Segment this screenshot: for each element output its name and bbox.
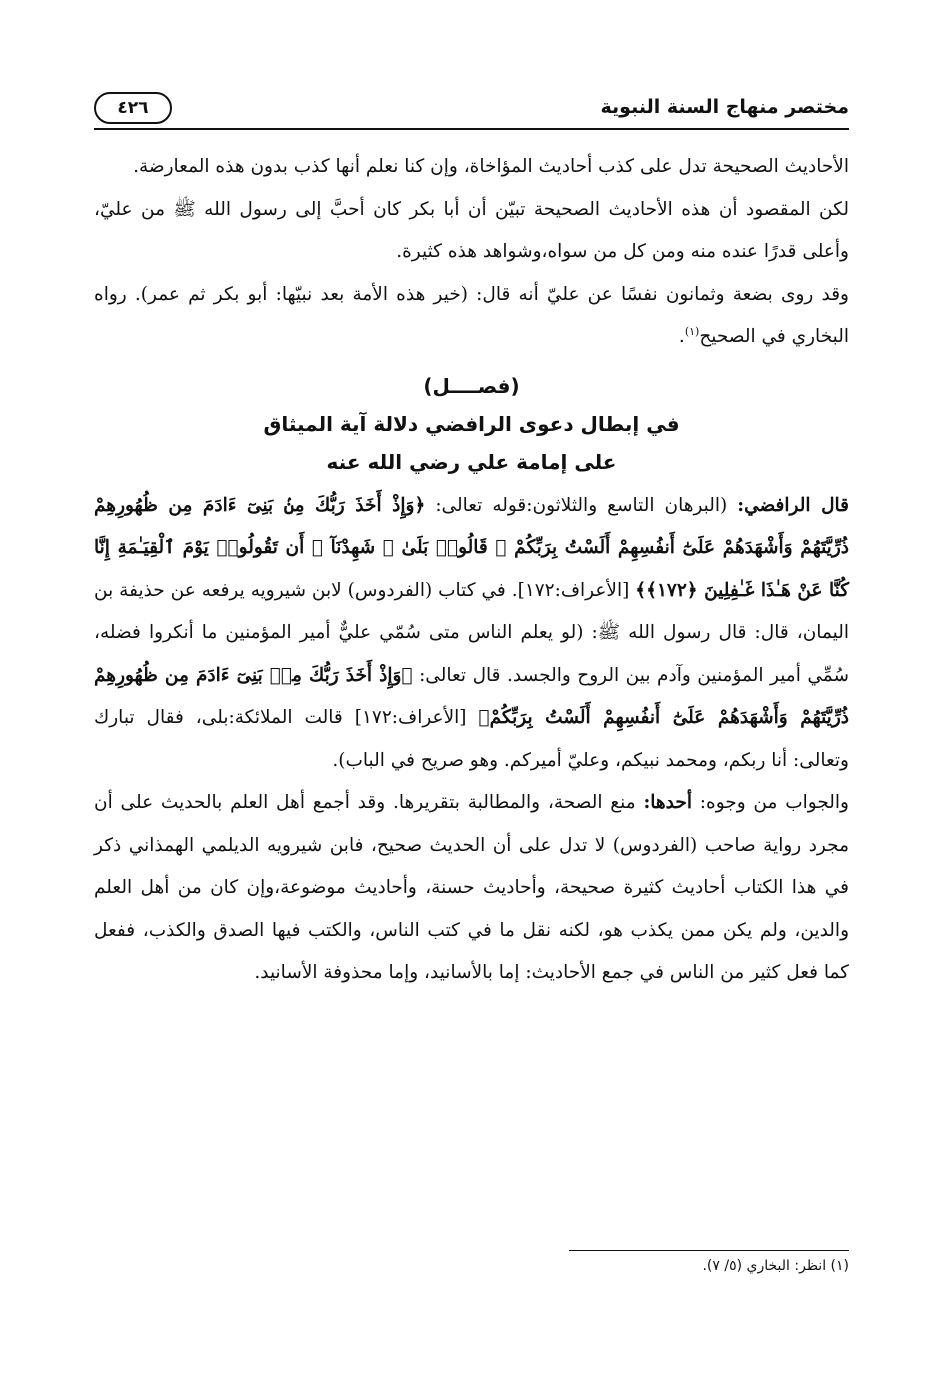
section-heading-title: (فصــــل) <box>423 373 520 398</box>
verse-2-reference: [الأعراف:١٧٢] <box>342 707 479 728</box>
paragraph-2: لكن المقصود أن هذه الأحاديث الصحيحة تبيّن أن أبا بكر كان أحبَّ إلى رسول الله ﷺ من عليّ، وأعلى قدرًا عنده منه ومن كل من سواه،وشواهد هذه كثيرة. <box>94 198 849 262</box>
section-heading <box>94 367 849 481</box>
answer-text: منع الصحة، والمطالبة بتقريرها. وقد أجمع أهل العلم بالحديث على أن مجرد رواية صاحب (الفردوس) لا تدل على أن الحديث صحيح، فابن شيرويه الديلمي الهمذاني ذكر في هذا الكتاب أحاديث كثيرة صحيحة، وأحاديث حسنة، وأحاديث موضوعة،وإن كان من أهل العلم والدين، ولم يكن ممن يكذب هو، لكنه نقل ما في كتب الناس، والكتب فيها الصدق والكذب، ففعل كما فعل كثير من الناس في جمع الأحاديث: إما بالأسانيد، وإما محذوفة الأسانيد. <box>94 792 849 983</box>
paragraph-3 <box>94 274 849 359</box>
rafidi-text-2: في كتاب (الفردوس) لابن شيرويه يرفعه عن حذيفة بن اليمان، قال: قال رسول الله ﷺ: (لو يعلم الناس متى سُمّي عليٌّ أمير المؤمنين ما أنكروا فضله، سُمِّي أمير المؤمنين وآدم بين الروح والجسد. قال تعالى: <box>94 579 849 686</box>
paragraph-3-end: . <box>678 326 685 347</box>
rafidi-text-3: قالت الملائكة:بلى، فقال تبارك وتعالى: أنا ربكم، ومحمد نبيكم، وعليّ أميركم. وهو صريح في الباب). <box>94 707 849 771</box>
answer-paragraph <box>94 782 849 995</box>
page-number: ٤٢٦ <box>94 92 172 124</box>
section-heading-line-3: على إمامة علي رضي الله عنه <box>326 449 617 474</box>
footnote-rule <box>569 1250 849 1251</box>
main-text <box>94 146 849 995</box>
footnote: (١) انظر: البخاري (٥/ ٧). <box>702 1258 849 1274</box>
rafidi-paragraph <box>94 485 849 783</box>
footnote-reference: (١) <box>684 324 700 338</box>
running-title: مختصر منهاج السنة النبوية <box>600 96 849 118</box>
header-rule <box>94 128 849 130</box>
quran-verse-1: ﴿وَإِذْ أَخَذَ رَبُّكَ مِنۢ بَنِىٓ ءَادَمَ مِن ظُهُورِهِمْ ذُرِّيَّتَهُمْ وَأَشْهَدَهُمْ عَلَىٰٓ أَنفُسِهِمْ أَلَسْتُ بِرَبِّكُمْ ۖ قَالُوا۟ بَلَىٰ ۛ شَهِدْنَآ ۛ أَن تَقُولُوا۟ يَوْمَ ٱلْقِيَـٰمَةِ إِنَّا كُنَّا عَنْ هَـٰذَا غَـٰفِلِينَ ﴿١٧٢﴾﴾ <box>94 494 849 601</box>
paragraph-1: الأحاديث الصحيحة تدل على كذب أحاديث المؤاخاة، وإن كنا نعلم أنها كذب بدون هذه المعارضة. <box>133 156 849 177</box>
rafidi-label: قال الرافضي: <box>737 494 850 516</box>
section-heading-line-2: في إبطال دعوى الرافضي دلالة آية الميثاق <box>263 411 680 436</box>
verse-1-reference: [الأعراف:١٧٢]. <box>505 579 636 601</box>
rafidi-intro: (البرهان التاسع والثلاثون:قوله تعالى: <box>425 494 738 516</box>
page-header <box>94 88 849 134</box>
paragraph-3-text: وقد روى بضعة وثمانون نفسًا عن عليّ أنه قال: (خير هذه الأمة بعد نبيّها: أبو بكر ثم عمر). رواه البخاري في الصحيح <box>94 283 849 347</box>
quran-verse-2: ﴿وَإِذْ أَخَذَ رَبُّكَ مِنۢ بَنِىٓ ءَادَمَ مِن ظُهُورِهِمْ ذُرِّيَّتَهُمْ وَأَشْهَدَهُمْ عَلَىٰٓ أَنفُسِهِمْ أَلَسْتُ بِرَبِّكُمْ﴾ <box>94 664 849 728</box>
answer-label: أحدها: <box>643 792 692 813</box>
answer-intro: والجواب من وجوه: <box>691 792 849 813</box>
